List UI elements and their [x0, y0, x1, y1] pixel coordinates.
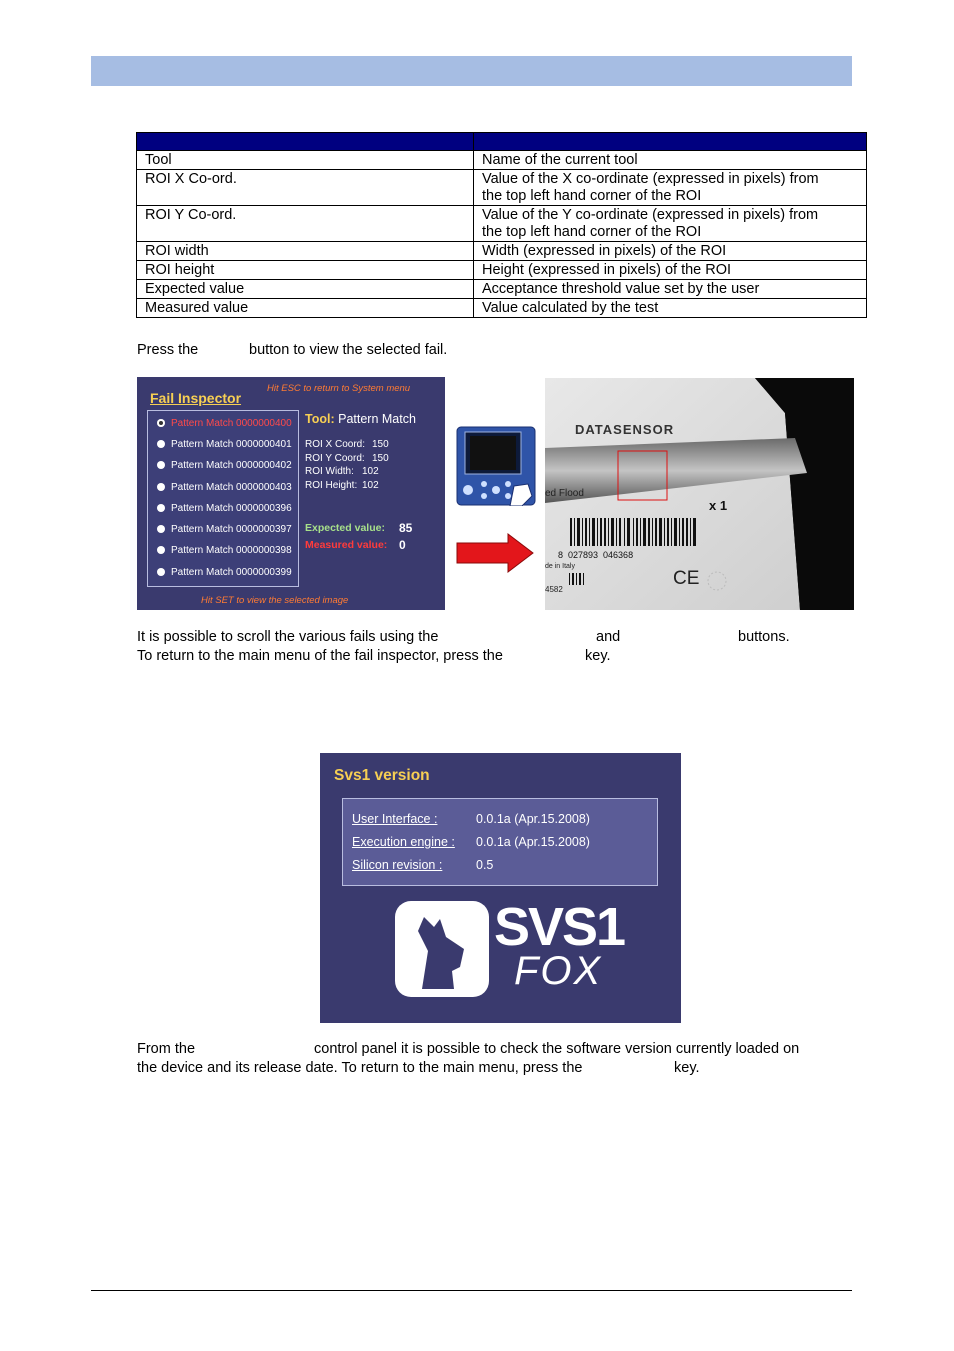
from-text-d: key. [674, 1060, 700, 1076]
expected-value: Expected value: 85 [305, 521, 413, 535]
fail-list [147, 410, 299, 587]
table-row: ROI height Height (expressed in pixels) of the ROI [137, 261, 867, 280]
esc-hint: Hit ESC to return to System menu [267, 383, 411, 394]
return-text-b: key. [585, 648, 611, 664]
roi-x-readout: ROI X Coord: 150 [305, 439, 389, 450]
radio-icon [157, 440, 165, 448]
version-info-box [342, 798, 658, 886]
camera-image-drawing [545, 378, 854, 610]
fail-list-item[interactable]: Pattern Match 0000000400 [157, 418, 292, 432]
arrow-right-icon [456, 533, 534, 573]
version-row-silicon-revision: Silicon revision : 0.5 [352, 858, 494, 872]
radio-selected-icon [157, 419, 165, 427]
device-keypad-icon [456, 426, 536, 506]
version-title: Svs1 version [334, 767, 430, 784]
version-row-execution-engine: Execution engine : 0.0.1a (Apr.15.2008) [352, 835, 590, 849]
header-band [91, 56, 852, 86]
table-row: ROI width Width (expressed in pixels) of the ROI [137, 242, 867, 261]
radio-icon [157, 568, 165, 576]
fail-inspector-panel [137, 377, 445, 610]
set-hint: Hit SET to view the selected image [201, 595, 349, 606]
scroll-text-c: buttons. [738, 629, 790, 645]
tool-name: Tool: Pattern Match [305, 412, 416, 426]
table-row: Measured value Value calculated by the test [137, 299, 867, 318]
ce-mark: CE [673, 568, 700, 589]
table-row: ROI Y Co-ord. Value of the Y co-ordinate (expressed in pixels) from the top left hand corner of the ROI [137, 206, 867, 242]
count-label: x 1 [709, 498, 728, 513]
fail-list-item[interactable]: Pattern Match 0000000403 [157, 482, 292, 496]
from-text-c: the device and its release date. To return to the main menu, press the [137, 1060, 583, 1076]
svs1-fox-logo [394, 897, 625, 1001]
table-row: Tool Name of the current tool [137, 151, 867, 170]
roi-width-readout: ROI Width: 102 [305, 466, 379, 477]
press-text-b: button to view the selected fail. [249, 342, 448, 358]
radio-icon [157, 483, 165, 491]
fail-list-item[interactable]: Pattern Match 0000000399 [157, 567, 292, 581]
logo-text-bottom: FOX [514, 949, 603, 993]
fail-list-item[interactable]: Pattern Match 0000000397 [157, 524, 292, 538]
barcode-digits: 8 027893 046368 [558, 550, 634, 560]
fail-list-item[interactable]: Pattern Match 0000000396 [157, 503, 292, 517]
radio-icon [157, 525, 165, 533]
footer-rule [91, 1290, 852, 1291]
table-row: ROI X Co-ord. Value of the X co-ordinate (expressed in pixels) from the top left hand corner of the ROI [137, 170, 867, 206]
radio-icon [157, 504, 165, 512]
table-header-row [137, 133, 867, 151]
from-text-b: control panel it is possible to check the software version currently loaded on [314, 1041, 800, 1057]
logo-text-top: SVS1 [494, 897, 625, 957]
table-row: Expected value Acceptance threshold value set by the user [137, 280, 867, 299]
radio-icon [157, 546, 165, 554]
made-in-label: de in Italy [545, 563, 575, 570]
fail-list-item[interactable]: Pattern Match 0000000401 [157, 439, 292, 453]
fail-inspector-title: Fail Inspector [150, 390, 242, 406]
fail-list-item[interactable]: Pattern Match 0000000402 [157, 460, 292, 474]
flood-label: ed Flood [545, 488, 584, 499]
radio-icon [157, 461, 165, 469]
fail-list-item[interactable]: Pattern Match 0000000398 [157, 545, 292, 559]
from-text-a: From the [137, 1041, 196, 1057]
measured-value: Measured value: 0 [305, 538, 406, 552]
camera-image [545, 378, 854, 610]
code-label: 4582 [545, 585, 563, 594]
press-text-a: Press the [137, 342, 199, 358]
version-row-user-interface: User Interface : 0.0.1a (Apr.15.2008) [352, 812, 590, 826]
return-text-a: To return to the main menu of the fail inspector, press the [137, 648, 503, 664]
roi-height-readout: ROI Height: 102 [305, 480, 379, 491]
parameter-table [136, 132, 867, 318]
roi-y-readout: ROI Y Coord: 150 [305, 453, 389, 464]
version-panel [320, 753, 681, 1023]
brand-label: DATASENSOR [575, 422, 675, 437]
scroll-text-a: It is possible to scroll the various fails using the [137, 629, 439, 645]
scroll-text-b: and [596, 629, 621, 645]
